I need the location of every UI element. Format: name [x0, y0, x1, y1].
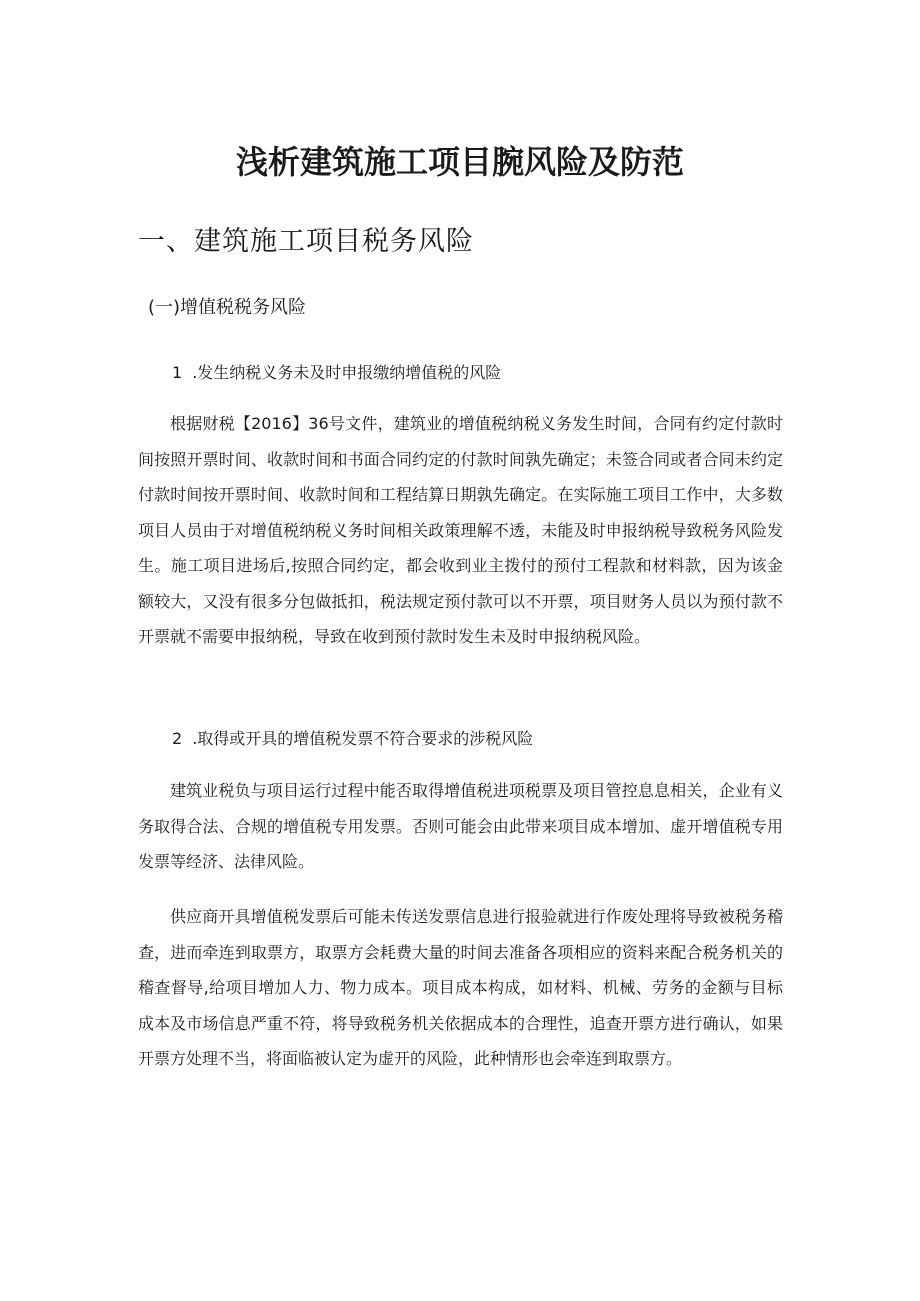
item-heading-1 [172, 360, 501, 386]
paragraph-vat-obligation: 根据财税【2016】36号文件，建筑业的增值税纳税义务发生时间，合同有约定付款时间按照开票时间、收款时间和书面合同约定的付款时间孰先确定；未签合同或者合同未约定付款时间按开票时间、收款时间和工程结算日期孰先确定。在实际施工项目工作中，大多数项目人员由于对增值税纳税义务时间相关政策理解不透，未能及时申报纳税导致税务风险发生。施工项目进场后,按照合同约定，都会收到业主拨付的预付工程款和材料款，因为该金额较大，又没有很多分包做抵扣，税法规定预付款可以不开票，项目财务人员以为预付款不开票就不需要申报纳税，导致在收到预付款时发生未及时申报纳税风险。 [138, 414, 783, 646]
item-heading-text-2: .取得或开具的增值税发票不符合要求的涉税风险 [192, 729, 534, 748]
item-number-1: 1 [172, 363, 183, 382]
subsection-heading: (一)增值税税务风险 [148, 297, 307, 318]
paragraph-supplier-invoice-risk: 供应商开具增值税发票后可能未传送发票信息进行报验就进行作废处理将导致被税务稽查，进而牵连到取票方，取票方会耗费大量的时间去准备各项相应的资料来配合税务机关的稽查督导,给项目增加人力、物力成本。项目成本构成，如材料、机械、劳务的金额与目标成本及市场信息严重不符，将导致税务机关依据成本的合理性，追查开票方进行确认，如果开票方处理不当，将面临被认定为虚开的风险，此种情形也会牵连到取票方。 [138, 907, 783, 1068]
item-heading-2 [172, 726, 533, 752]
item-number-2: 2 [172, 729, 183, 748]
item-heading-text-1: .发生纳税义务未及时申报缴纳增值税的风险 [192, 363, 502, 382]
section-heading: 一、建筑施工项目税务风险 [138, 226, 474, 257]
paragraph-invoice-compliance: 建筑业税负与项目运行过程中能否取得增值税进项税票及项目管控息息相关，企业有义务取得合法、合规的增值税专用发票。否则可能会由此带来项目成本增加、虚开增值税专用发票等经济、法律风险。 [138, 781, 783, 871]
document-title: 浅析建筑施工项目腕风险及防范 [235, 143, 684, 181]
